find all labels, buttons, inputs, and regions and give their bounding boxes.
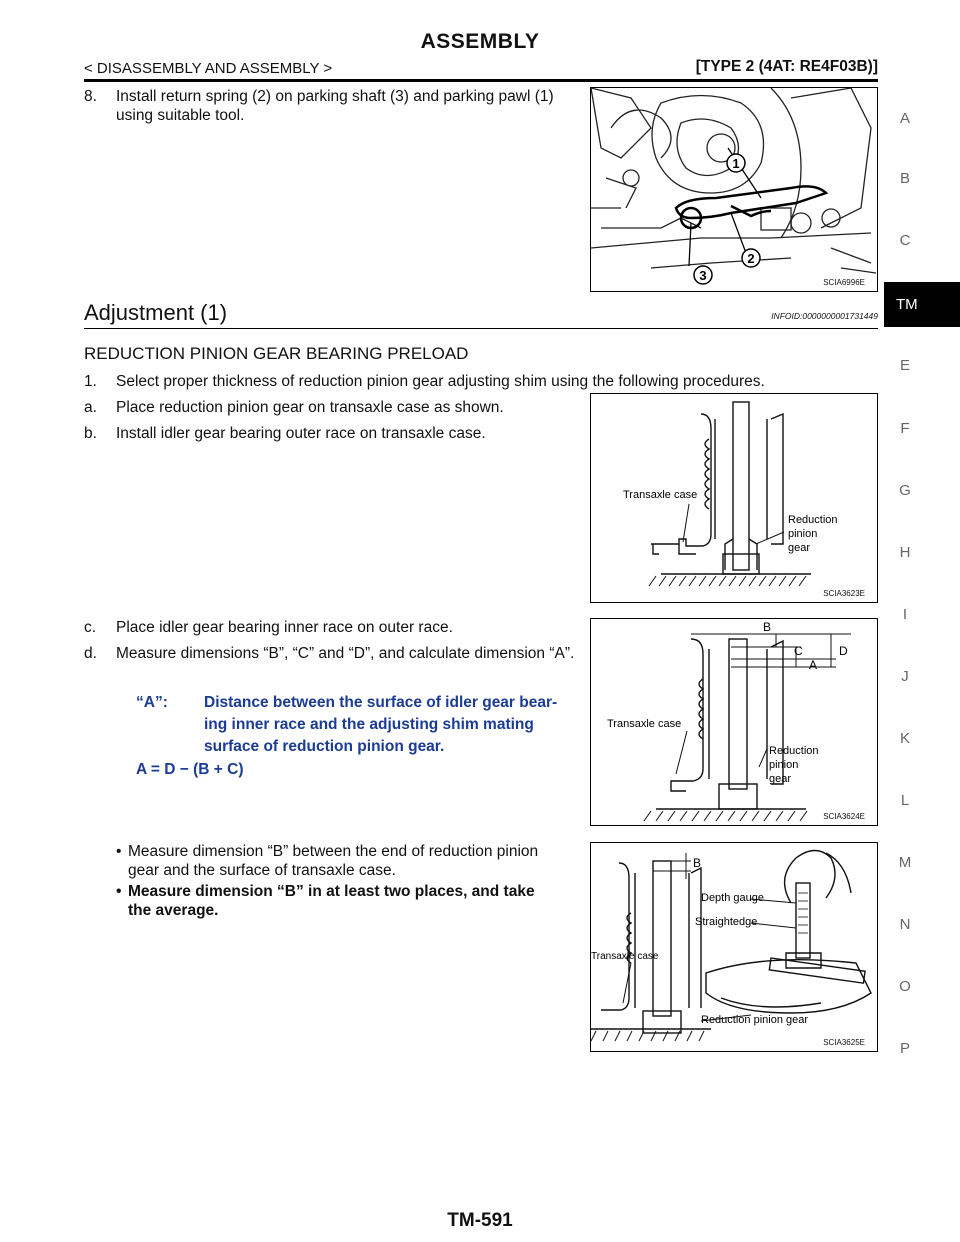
index-letter[interactable]: H [899, 544, 911, 561]
label-gear: gear [769, 773, 792, 785]
figure-dimension-measurement [590, 618, 878, 826]
index-letter[interactable]: F [900, 420, 910, 437]
index-letter[interactable]: A [899, 110, 910, 127]
step-number: 8. [84, 88, 97, 105]
section-index-sidebar [884, 80, 960, 1080]
index-letter[interactable]: K [899, 730, 910, 747]
page-title: ASSEMBLY [420, 30, 540, 53]
bullet-text: the average. [128, 902, 219, 919]
bullet-text: Measure dimension “B” in at least two places, and take [128, 883, 535, 900]
index-letter[interactable]: G [899, 482, 911, 499]
info-id: INFOID:0000000001731449 [771, 311, 878, 321]
index-letter[interactable]: M [898, 854, 912, 871]
step-letter: d. [84, 645, 97, 662]
callout-3: 3 [699, 268, 707, 283]
bullet-marker: • [116, 883, 122, 900]
definition-line: Distance between the surface of idler gear bear- [204, 694, 558, 711]
label-pinion: pinion [769, 759, 799, 771]
label-depth-gauge: Depth gauge [701, 892, 764, 904]
section-subtitle: REDUCTION PINION GEAR BEARING PRELOAD [84, 344, 469, 363]
figure-depth-gauge [590, 842, 878, 1052]
figure-code: SCIA3624E [823, 812, 865, 821]
figure-code: SCIA3623E [823, 589, 865, 598]
page-number: TM-591 [447, 1210, 513, 1231]
step-number: 1. [84, 373, 97, 390]
index-letter[interactable]: I [902, 606, 908, 623]
index-letter[interactable]: B [899, 170, 910, 187]
label-reduction-pinion-gear: Reduction pinion gear [701, 1014, 809, 1026]
index-letter[interactable]: P [899, 1040, 910, 1057]
definition-formula: A = D − (B + C) [136, 761, 244, 778]
label-reduction: Reduction [788, 514, 838, 526]
index-letter[interactable]: N [899, 916, 911, 933]
index-letter[interactable]: C [899, 232, 911, 249]
label-transaxle-case: Transaxle case [607, 718, 682, 730]
label-straightedge: Straightedge [695, 916, 758, 928]
index-letter[interactable]: O [899, 978, 911, 995]
index-letter[interactable]: J [901, 668, 909, 685]
step-text: Install return spring (2) on parking shaft (3) and parking pawl (1) using suitable tool. [116, 88, 554, 124]
label-gear: gear [788, 542, 811, 554]
header-model-label: [TYPE 2 (4AT: RE4F03B)] [695, 58, 878, 75]
dim-b: B [763, 620, 772, 634]
definition-line: ing inner race and the adjusting shim mating [204, 716, 534, 733]
section-title: Adjustment (1) [84, 300, 228, 325]
step-text: Place reduction pinion gear on transaxle case as shown. [116, 399, 504, 416]
label-transaxle-case: Transaxle case [591, 951, 659, 962]
header-rule [84, 79, 878, 82]
definition-line: surface of reduction pinion gear. [204, 738, 445, 755]
figure-code: SCIA6996E [823, 278, 865, 287]
dim-d: D [839, 644, 848, 658]
index-letter[interactable]: L [900, 792, 910, 809]
step-letter: a. [84, 399, 97, 416]
callout-1: 1 [732, 156, 740, 171]
dim-a: A [809, 658, 818, 672]
label-transaxle-case: Transaxle case [623, 489, 698, 501]
header-section-label: < DISASSEMBLY AND ASSEMBLY > [84, 60, 333, 77]
dimension-illustration [591, 619, 876, 824]
label-reduction: Reduction [769, 745, 819, 757]
figure-parking-pawl [590, 87, 878, 292]
section-rule [84, 328, 878, 329]
bullet-marker: • [116, 843, 122, 860]
step-text: Install idler gear bearing outer race on transaxle case. [116, 425, 486, 442]
callout-2: 2 [747, 251, 755, 266]
bullet-text: gear and the surface of transaxle case. [128, 862, 396, 879]
dim-b: B [693, 856, 702, 870]
step-text: Place idler gear bearing inner race on outer race. [116, 619, 453, 636]
bullet-text: Measure dimension “B” between the end of reduction pinion [128, 843, 539, 860]
reduction-gear-illustration [591, 394, 876, 601]
depth-gauge-illustration [591, 843, 876, 1050]
label-pinion: pinion [788, 528, 818, 540]
parking-pawl-illustration [591, 88, 876, 290]
definition-term: “A”: [136, 694, 168, 711]
figure-code: SCIA3625E [823, 1038, 865, 1047]
index-tab-active[interactable]: TM [884, 282, 960, 327]
step-letter: b. [84, 425, 97, 442]
dim-c: C [794, 644, 803, 658]
step-text: Measure dimensions “B”, “C” and “D”, and calculate dimension “A”. [116, 645, 575, 662]
index-letter[interactable]: E [899, 357, 910, 374]
figure-reduction-gear-placement [590, 393, 878, 603]
step-text: Select proper thickness of reduction pinion gear adjusting shim using the following procedures. [116, 373, 765, 390]
step-letter: c. [84, 619, 97, 636]
